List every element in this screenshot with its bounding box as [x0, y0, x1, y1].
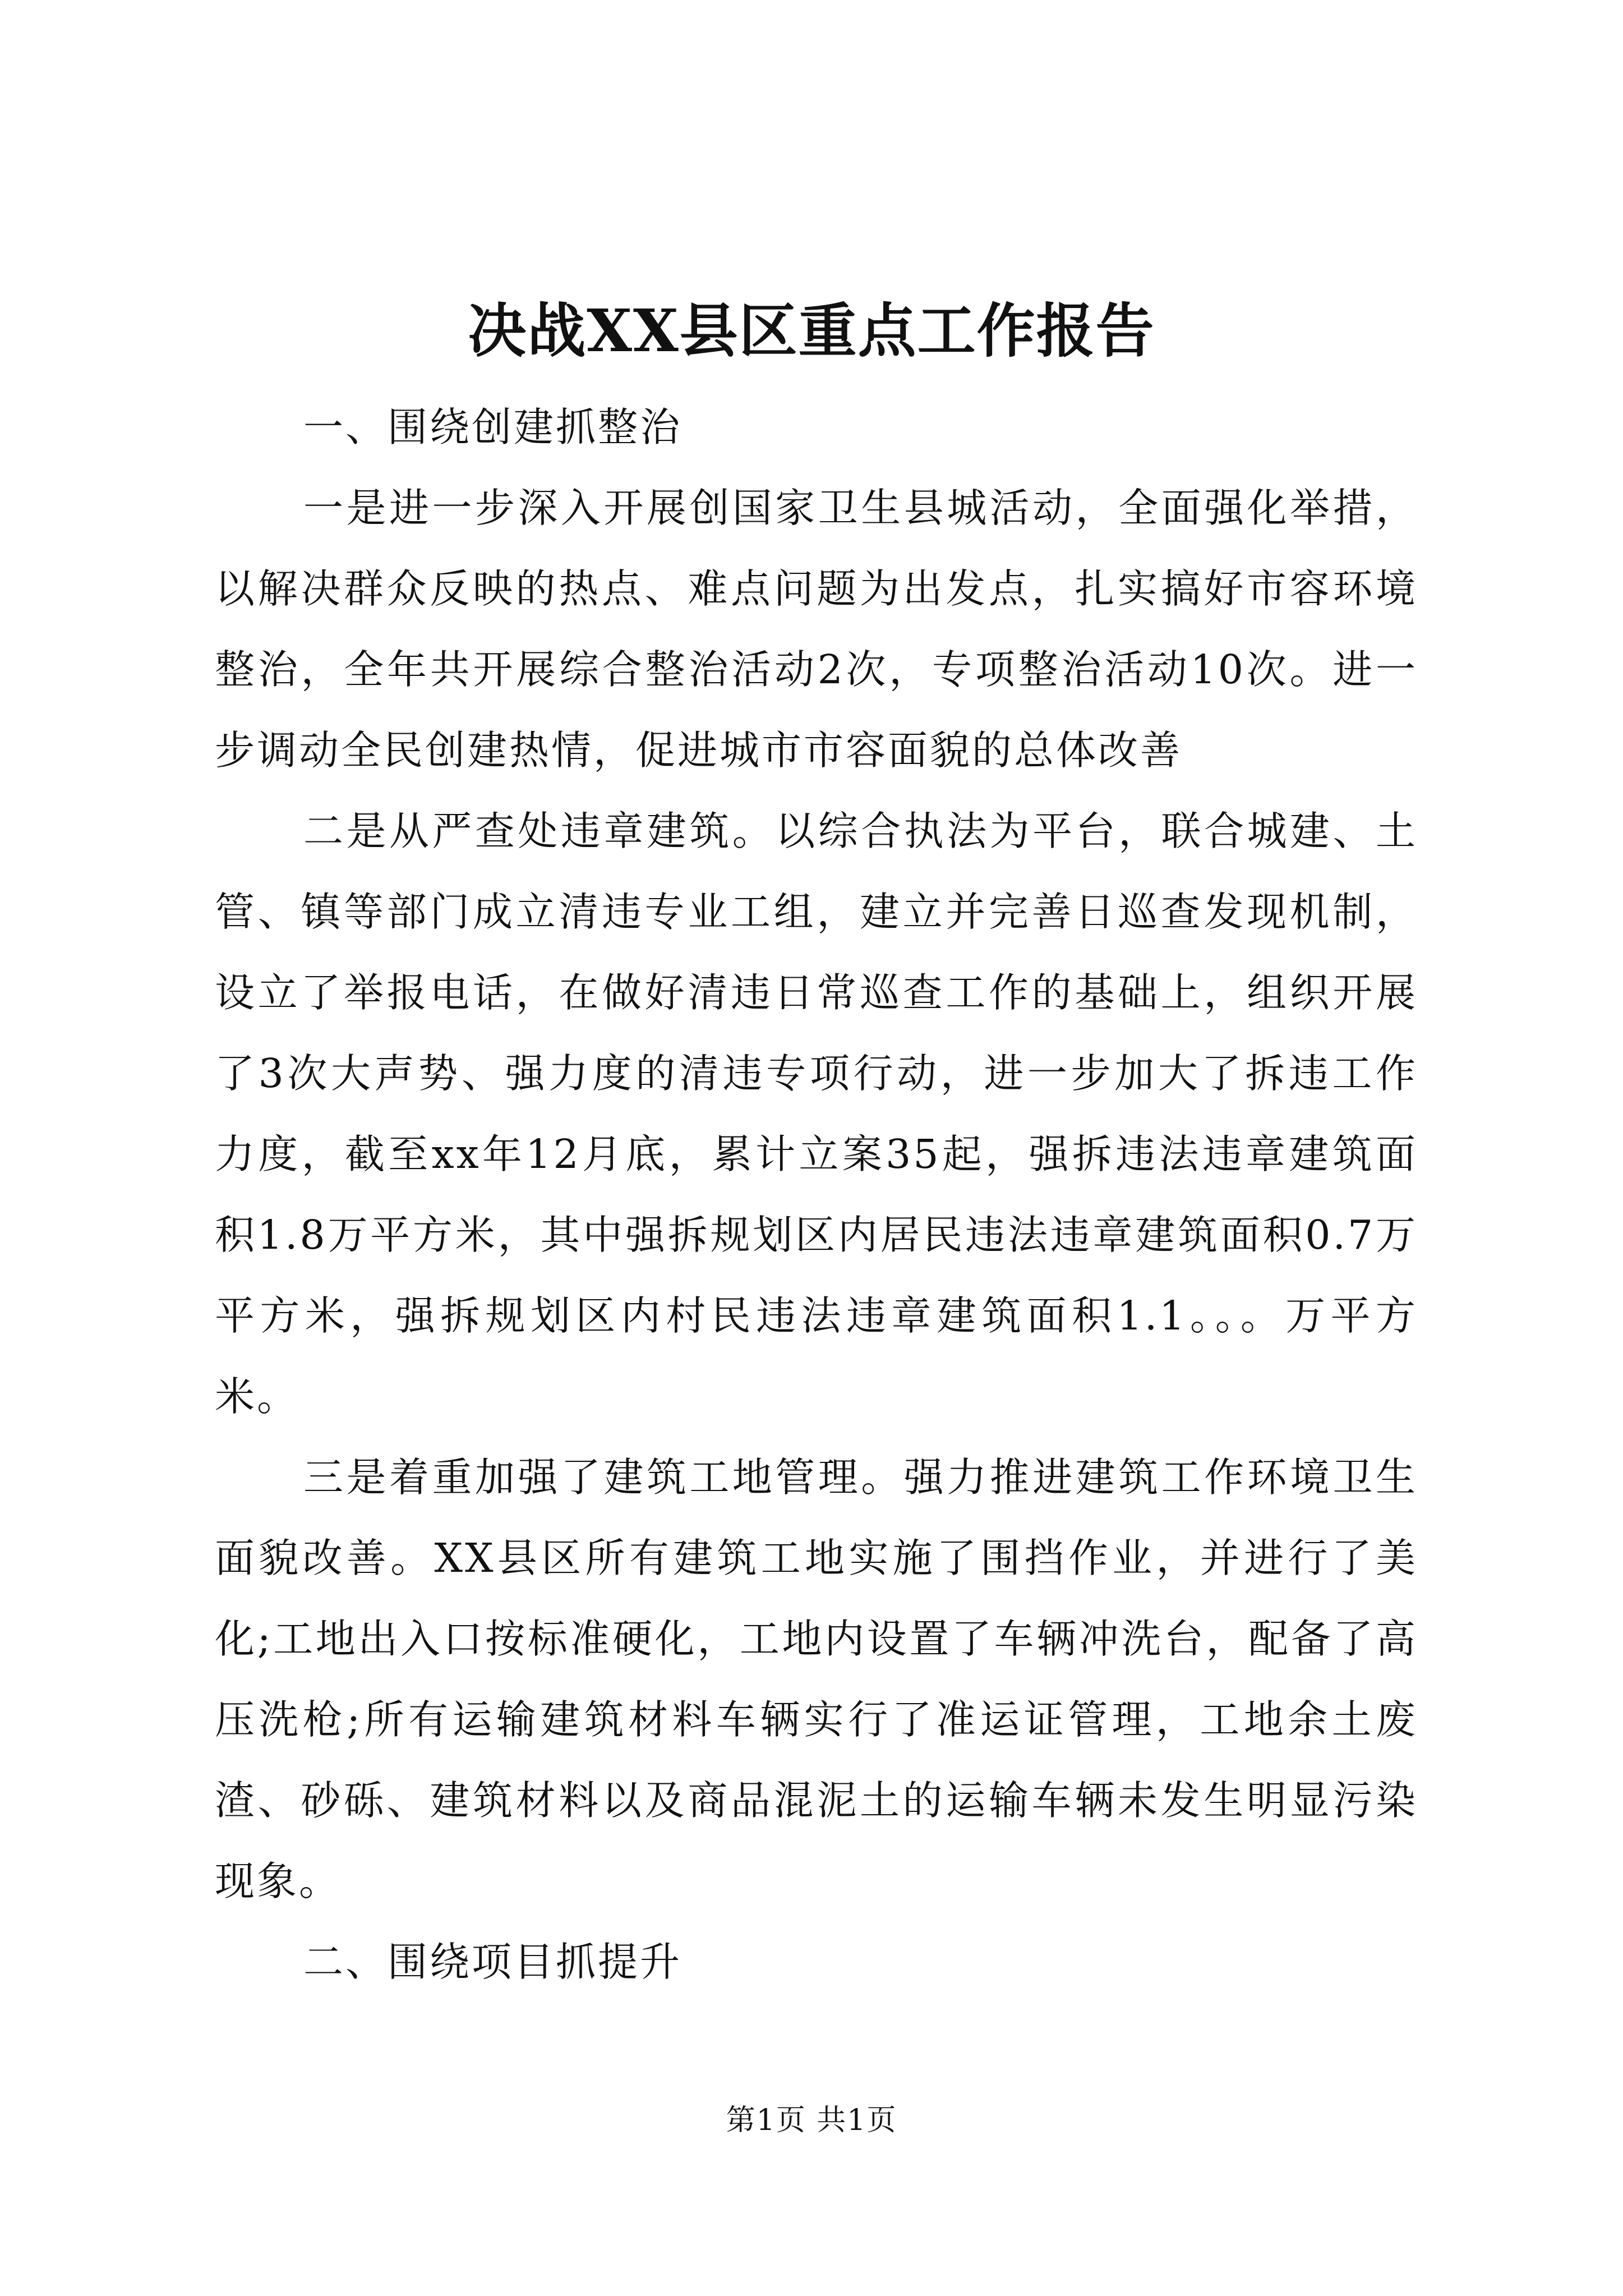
section-heading-2: 二、围绕项目抓提升: [303, 1939, 683, 1985]
document-title: 决战XX县区重点工作报告: [468, 296, 1155, 365]
document-body: [215, 387, 1418, 2003]
paragraph-1: 一是进一步深入开展创国家卫生县城活动，全面强化举措，以解决群众反映的热点、难点问题为出发点，扎实搞好市容环境整治，全年共开展综合整治活动2次，专项整治活动10次。进一步调动全民创建热情，促进城市市容面貌的总体改善: [215, 485, 1418, 774]
paragraph-3: 三是着重加强了建筑工地管理。强力推进建筑工作环境卫生面貌改善。XX县区所有建筑工地实施了围挡作业，并进行了美化;工地出入口按标准硬化，工地内设置了车辆冲洗台，配备了高压洗枪;所有运输建筑材料车辆实行了准运证管理，工地余土废渣、砂砾、建筑材料以及商品混泥土的运输车辆未发生明显污染现象。: [215, 1454, 1418, 1904]
page-footer: 第1页 共1页: [726, 2104, 897, 2137]
paragraph-2: 二是从严查处违章建筑。以综合执法为平台，联合城建、土管、镇等部门成立清违专业工组，建立并完善日巡查发现机制，设立了举报电话，在做好清违日常巡查工作的基础上，组织开展了3次大声势、强力度的清违专项行动，进一步加大了拆违工作力度，截至xx年12月底，累计立案35起，强拆违法违章建筑面积1.8万平方米，其中强拆规划区内居民违法违章建筑面积0.7万平方米，强拆规划区内村民违法违章建筑面积1.1。。。万平方米。: [215, 808, 1418, 1420]
section-heading-1: 一、围绕创建抓整治: [303, 404, 683, 450]
